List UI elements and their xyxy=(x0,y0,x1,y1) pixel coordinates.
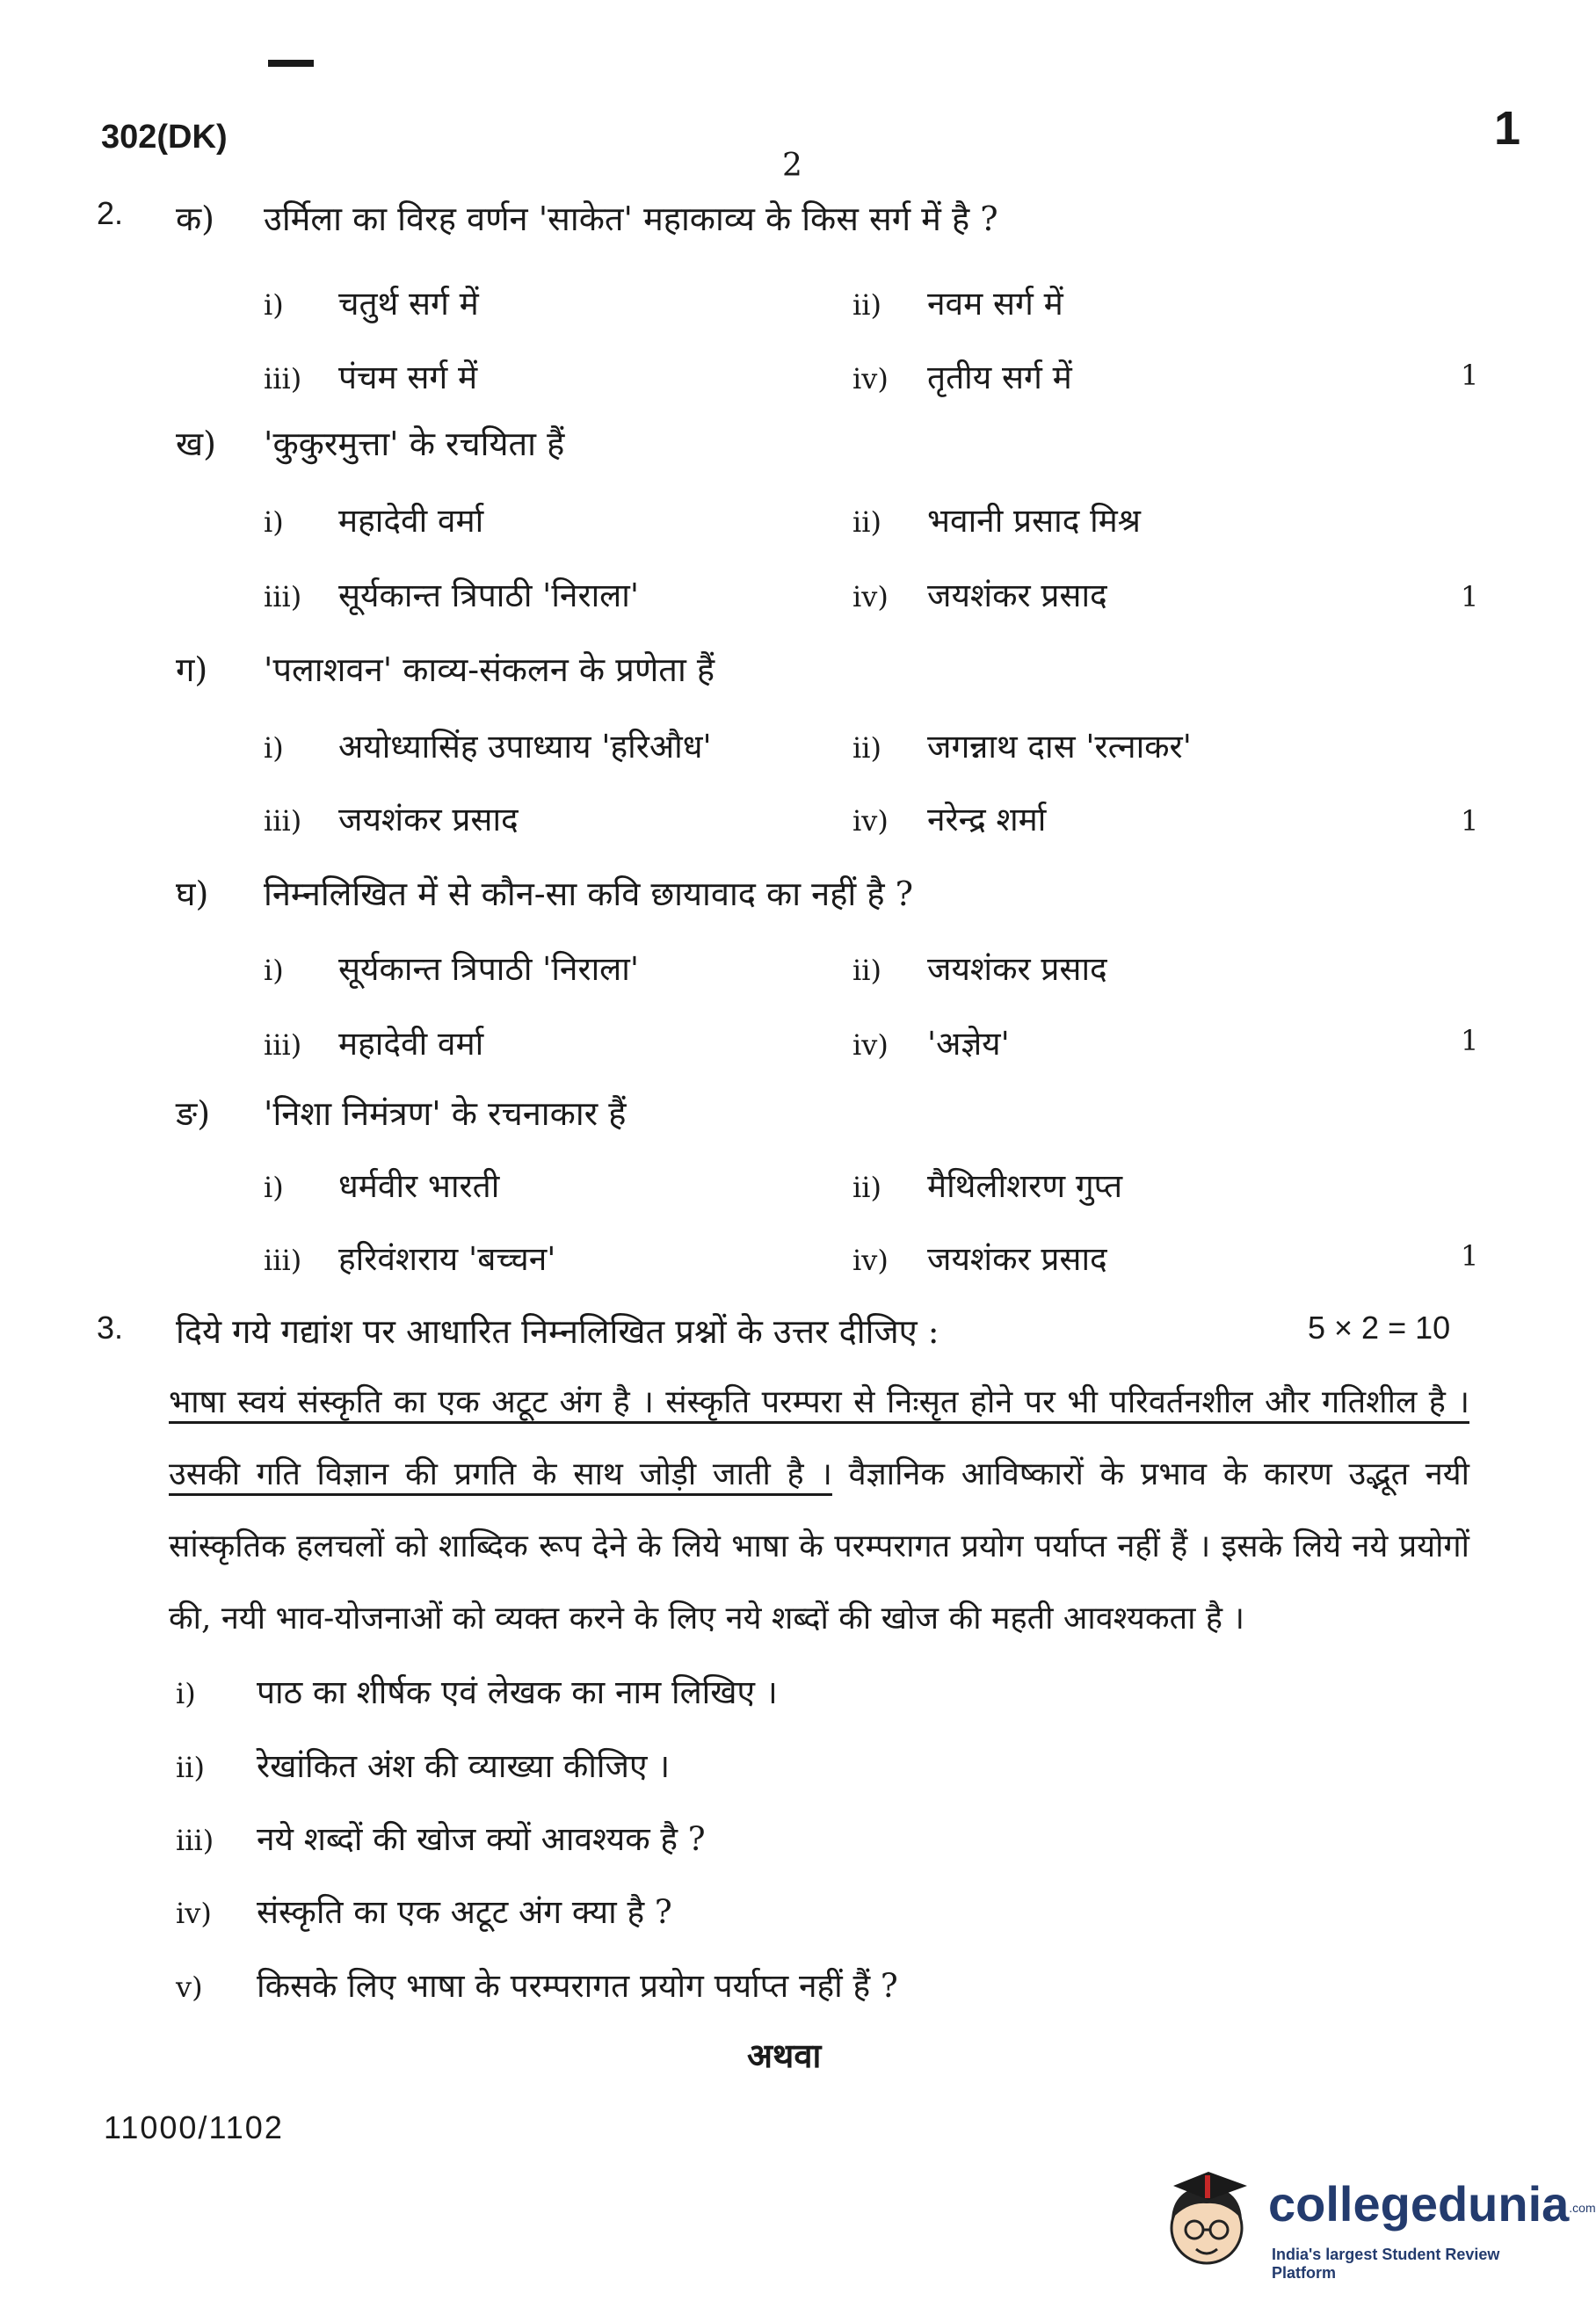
option-text: नवम सर्ग में xyxy=(927,285,1063,323)
option-ii xyxy=(852,279,1063,324)
option-label: i) xyxy=(264,954,284,987)
question-3-instruction: दिये गये गद्यांश पर आधारित निम्नलिखित प्रश्नों के उत्तर दीजिए : xyxy=(176,1312,939,1351)
question-label: ii) xyxy=(176,1751,205,1784)
option-i xyxy=(264,1162,499,1207)
passage-question-iv xyxy=(176,1888,672,1933)
option-text: जयशंकर प्रसाद xyxy=(338,801,519,838)
passage-rest: वैज्ञानिक आविष्कारों के प्रभाव के कारण उद्भूत नयी सांस्कृतिक हलचलों को शाब्दिक रूप देने के लिये भाषा के परम्परागत प्रयोग पर्याप्त नहीं हैं । इसके लिये नये प्रयोगों की, नयी भाव-योजनाओं को व्यक्त करने के लिए नये शब्दों की खोज की महती आवश्यकता है । xyxy=(169,1456,1469,1637)
question-label: v) xyxy=(176,1971,203,2004)
option-iii xyxy=(264,1235,555,1280)
option-text: महादेवी वर्मा xyxy=(338,502,484,540)
passage xyxy=(169,1367,1469,1655)
option-label: iii) xyxy=(264,1244,302,1277)
question-text: रेखांकित अंश की व्याख्या कीजिए । xyxy=(257,1747,671,1785)
sub-label: ङ) xyxy=(176,1094,211,1133)
question-text: किसके लिए भाषा के परम्परागत प्रयोग पर्याप्त नहीं हैं ? xyxy=(257,1967,898,2005)
option-iv xyxy=(852,1235,1107,1280)
passage-question-iii xyxy=(176,1815,706,1860)
option-text: भवानी प्रसाद मिश्र xyxy=(927,502,1142,540)
option-text: जयशंकर प्रसाद xyxy=(927,577,1107,614)
q2-sub-nga xyxy=(176,1090,626,1136)
q2-sub-gha xyxy=(176,870,913,916)
option-label: iv) xyxy=(852,362,889,396)
marks: 1 xyxy=(1461,1239,1479,1273)
marks: 1 xyxy=(1461,1024,1479,1057)
corner-dash xyxy=(268,60,314,67)
option-label: ii) xyxy=(852,505,881,539)
option-ii xyxy=(852,722,1192,767)
paper-code: 302(DK) xyxy=(101,119,228,156)
option-iv xyxy=(852,795,1046,840)
option-label: iv) xyxy=(852,1244,889,1277)
option-label: ii) xyxy=(852,954,881,987)
option-label: iv) xyxy=(852,804,889,838)
option-label: ii) xyxy=(852,1171,881,1204)
option-label: iii) xyxy=(264,580,302,613)
option-text: मैथिलीशरण गुप्त xyxy=(927,1167,1123,1205)
option-label: iii) xyxy=(264,362,302,396)
option-text: सूर्यकान्त त्रिपाठी 'निराला' xyxy=(338,577,640,614)
option-text: जयशंकर प्रसाद xyxy=(927,1240,1107,1278)
option-text: जगन्नाथ दास 'रत्नाकर' xyxy=(927,728,1192,766)
option-label: i) xyxy=(264,288,284,322)
q2-sub-ga xyxy=(176,646,715,692)
marks: 1 xyxy=(1461,359,1479,392)
option-ii xyxy=(852,497,1141,541)
option-label: i) xyxy=(264,1171,284,1204)
question-label: i) xyxy=(176,1677,196,1710)
q2-sub-kha xyxy=(176,420,564,466)
option-text: धर्मवीर भारती xyxy=(338,1167,500,1205)
question-label: iii) xyxy=(176,1824,214,1857)
option-text: तृतीय सर्ग में xyxy=(927,359,1072,396)
option-ii xyxy=(852,1162,1122,1207)
option-iv xyxy=(852,1020,1010,1064)
option-iii xyxy=(264,571,639,616)
sub-label: क) xyxy=(176,200,215,238)
page-number: 2 xyxy=(782,148,802,184)
question-text: नये शब्दों की खोज क्यों आवश्यक है ? xyxy=(257,1820,706,1858)
brand-tagline: India's largest Student Review Platform xyxy=(1272,2246,1500,2282)
passage-underlined: भाषा स्वयं संस्कृति का एक अटूट अंग है । संस्कृति परम्परा से निःसृत होने पर भी परिवर्तनशील और गतिशील है । उसकी गति विज्ञान की प्रगति के साथ जोड़ी जाती है । xyxy=(169,1384,1469,1492)
brand-name xyxy=(1268,2175,1596,2232)
marks: 1 xyxy=(1461,580,1479,613)
option-i xyxy=(264,497,483,541)
sub-question-text: 'निशा निमंत्रण' के रचनाकार हैं xyxy=(264,1094,627,1133)
option-label: iii) xyxy=(264,804,302,838)
option-iv xyxy=(852,571,1107,616)
sub-question-text: निम्नलिखित में से कौन-सा कवि छायावाद का नहीं है ? xyxy=(264,875,913,913)
question-text: संस्कृति का एक अटूट अंग क्या है ? xyxy=(257,1893,672,1931)
option-iii xyxy=(264,353,477,398)
brand-domain: .com xyxy=(1569,2201,1596,2216)
collegedunia-watermark xyxy=(1156,2158,1596,2298)
option-text: महादेवी वर्मा xyxy=(338,1025,484,1063)
sub-label: घ) xyxy=(176,875,209,913)
question-2-number: 2. xyxy=(97,195,124,231)
option-text: हरिवंशराय 'बच्चन' xyxy=(338,1240,556,1278)
option-i xyxy=(264,722,712,767)
option-text: चतुर्थ सर्ग में xyxy=(338,285,479,323)
passage-question-i xyxy=(176,1668,778,1713)
q2-sub-ka xyxy=(176,195,998,241)
or-label: अथवा xyxy=(747,2036,822,2075)
option-label: iii) xyxy=(264,1028,302,1062)
option-label: i) xyxy=(264,731,284,765)
option-label: iv) xyxy=(852,1028,889,1062)
sub-question-text: उर्मिला का विरह वर्णन 'साकेत' महाकाव्य के किस सर्ग में है ? xyxy=(264,200,998,238)
passage-question-v xyxy=(176,1962,898,2007)
option-label: ii) xyxy=(852,288,881,322)
brand-name-text: collegedunia xyxy=(1268,2176,1570,2232)
question-text: पाठ का शीर्षक एवं लेखक का नाम लिखिए । xyxy=(257,1673,778,1711)
option-text: अयोध्यासिंह उपाध्याय 'हरिऔध' xyxy=(338,728,712,766)
top-right-mark: 1 xyxy=(1494,102,1521,155)
sub-label: ग) xyxy=(176,650,208,689)
option-label: iv) xyxy=(852,580,889,613)
option-i xyxy=(264,945,639,990)
sub-question-text: 'कुकुरमुत्ता' के रचयिता हैं xyxy=(264,425,565,463)
question-label: iv) xyxy=(176,1897,212,1930)
option-label: i) xyxy=(264,505,284,539)
sub-label: ख) xyxy=(176,425,216,463)
option-iii xyxy=(264,795,519,840)
option-i xyxy=(264,279,479,324)
option-text: 'अज्ञेय' xyxy=(927,1025,1010,1063)
option-iv xyxy=(852,353,1072,398)
option-label: ii) xyxy=(852,731,881,765)
option-text: नरेन्द्र शर्मा xyxy=(927,801,1047,838)
option-text: जयशंकर प्रसाद xyxy=(927,950,1107,988)
marks: 1 xyxy=(1461,804,1479,838)
sub-question-text: 'पलाशवन' काव्य-संकलन के प्रणेता हैं xyxy=(264,650,715,689)
option-iii xyxy=(264,1020,483,1064)
footer-code: 11000/1102 xyxy=(104,2109,284,2145)
student-mascot-icon xyxy=(1156,2166,1261,2281)
question-3-number: 3. xyxy=(97,1310,124,1346)
option-text: पंचम सर्ग में xyxy=(338,359,478,396)
option-ii xyxy=(852,945,1107,990)
marks-formula: 5 × 2 = 10 xyxy=(1308,1310,1451,1346)
passage-question-ii xyxy=(176,1742,670,1787)
option-text: सूर्यकान्त त्रिपाठी 'निराला' xyxy=(338,950,640,988)
